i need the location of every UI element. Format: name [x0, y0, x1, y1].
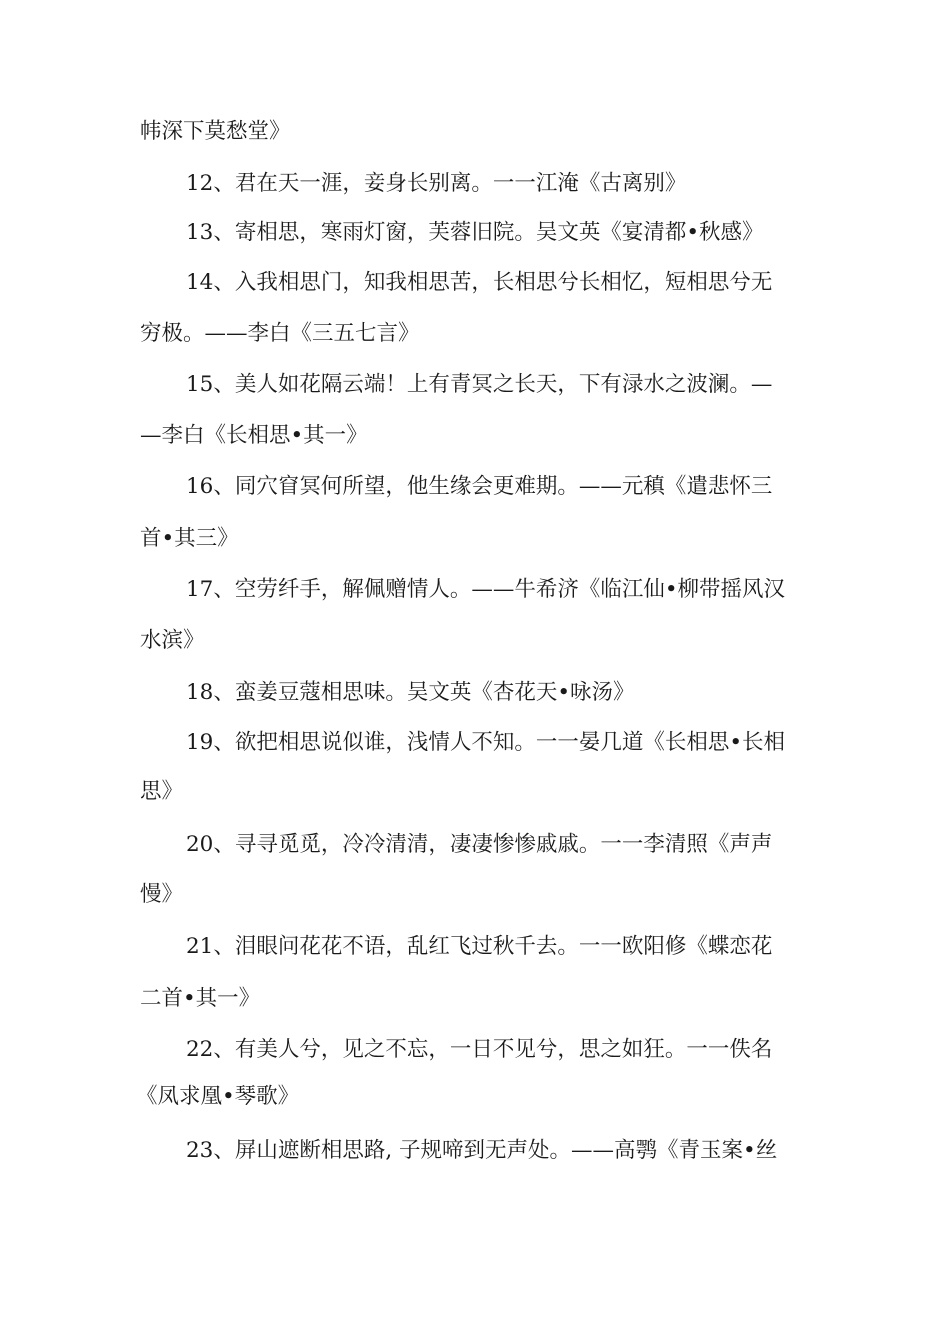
text-line: 穷极。——李白《三五七言》	[140, 321, 420, 346]
text-line: 12、君在天一涯，妾身长别离。一一江淹《古离别》	[186, 171, 687, 196]
text-line: 21、泪眼问花花不语，乱红飞过秋千去。一一欧阳修《蝶恋花	[186, 934, 773, 959]
text-line: 14、入我相思门，知我相思苦，长相思兮长相忆，短相思兮无	[186, 270, 773, 295]
text-line: 《凤求凰•琴歌》	[136, 1084, 300, 1109]
text-line: 思》	[140, 779, 184, 804]
text-line: 水滨》	[140, 628, 205, 653]
text-line: 慢》	[140, 882, 184, 907]
text-line: 帏深下莫愁堂》	[140, 119, 291, 144]
text-line: 19、欲把相思说似谁，浅情人不知。一一晏几道《长相思•长相	[186, 730, 786, 755]
text-line: 23、屏山遮断相思路, 子规啼到无声处。——高鹗《青玉案•丝	[186, 1138, 778, 1163]
text-line: —李白《长相思•其一》	[140, 423, 368, 448]
text-line: 15、美人如花隔云端！上有青冥之长天，下有渌水之波澜。—	[186, 372, 773, 397]
text-line: 16、同穴窅冥何所望，他生缘会更难期。——元稹《遣悲怀三	[186, 474, 773, 499]
text-line: 18、蛮姜豆蔻相思味。吴文英《杏花天•咏汤》	[186, 680, 635, 705]
text-line: 17、空劳纤手，解佩赠情人。——牛希济《临江仙•柳带摇风汉	[186, 577, 786, 602]
text-line: 20、寻寻觅觅，冷冷清清，凄凄惨惨戚戚。一一李清照《声声	[186, 832, 773, 857]
text-line: 22、有美人兮，见之不忘，一日不见兮，思之如狂。一一佚名	[186, 1037, 773, 1062]
text-line: 13、寄相思，寒雨灯窗，芙蓉旧院。吴文英《宴清都•秋感》	[186, 220, 764, 245]
text-line: 二首•其一》	[140, 986, 261, 1011]
text-line: 首•其三》	[140, 526, 239, 551]
